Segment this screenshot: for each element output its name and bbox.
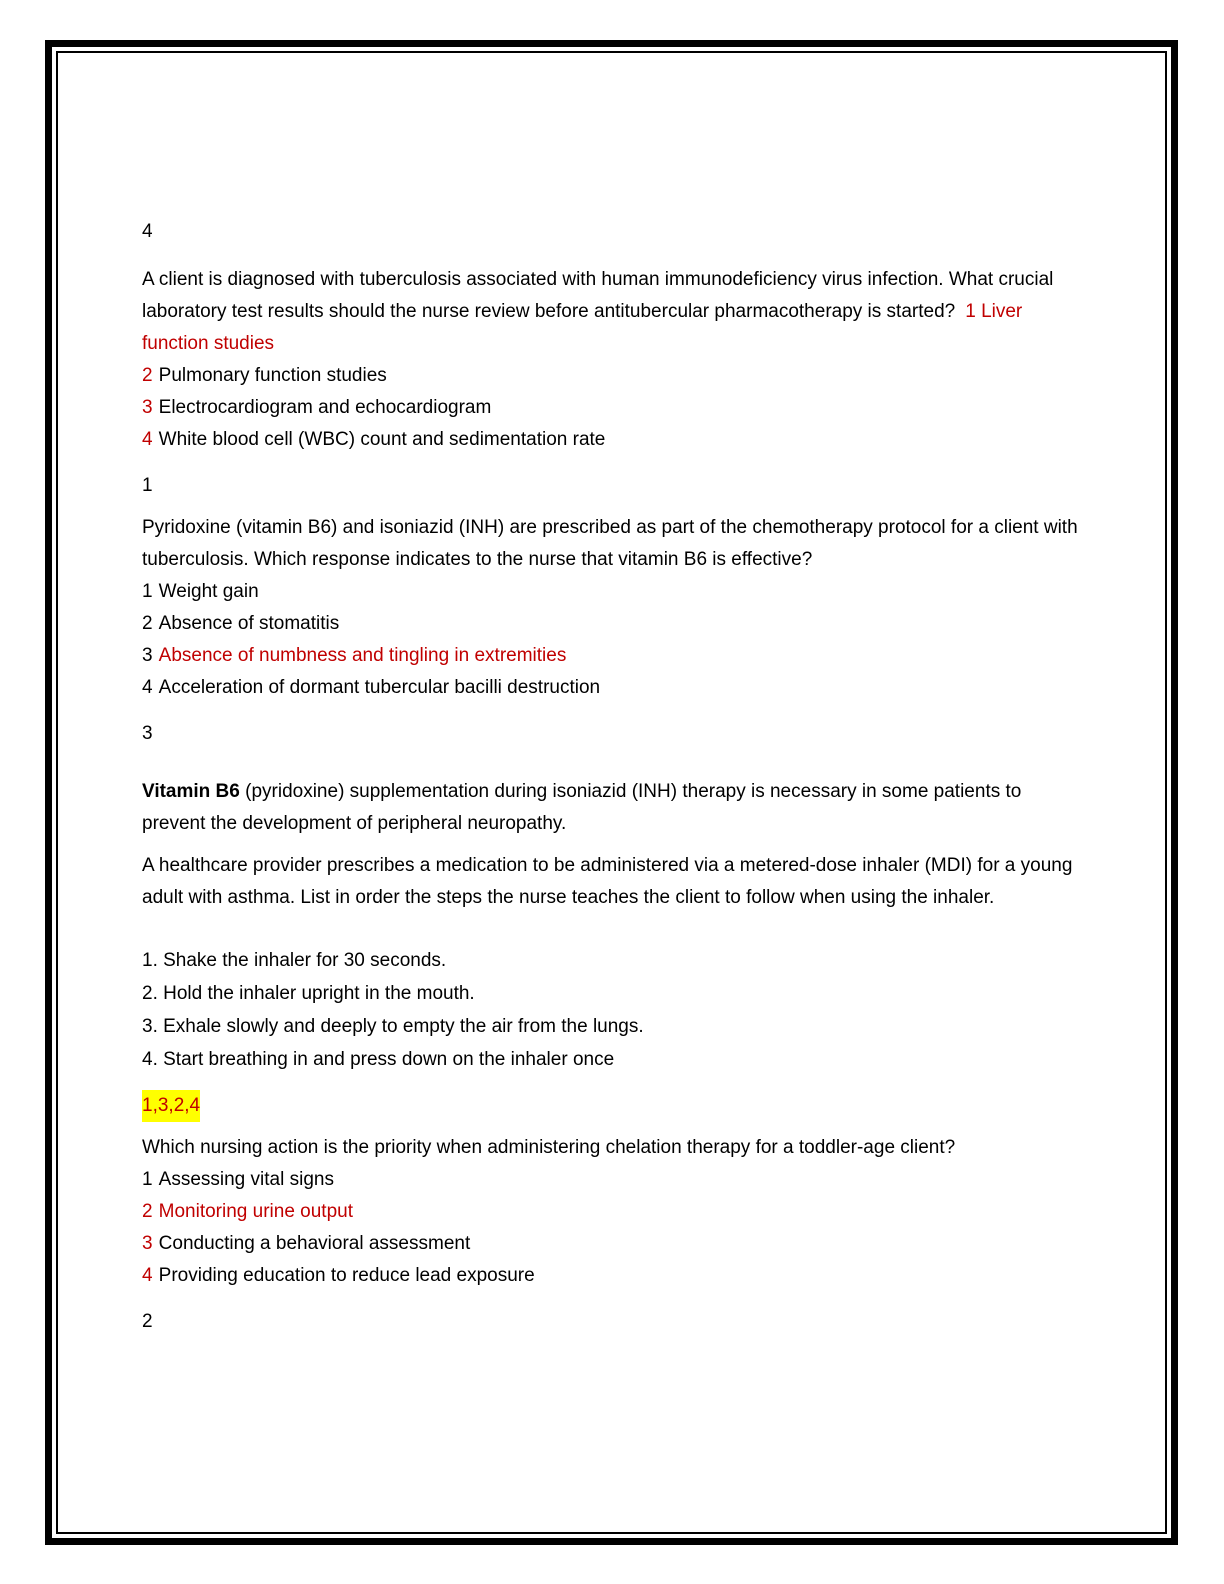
question-1-option-4 xyxy=(142,424,1082,456)
option-number: 2 xyxy=(142,1201,153,1222)
option-text: White blood cell (WBC) count and sedimentation rate xyxy=(158,429,606,450)
question-1-answer: 1 xyxy=(142,475,153,496)
step-4: 4. Start breathing in and press down on the inhaler once xyxy=(142,1049,615,1070)
question-4-answer: 2 xyxy=(142,1311,153,1332)
option-number: 4 xyxy=(142,677,153,698)
question-2-stem: Pyridoxine (vitamin B6) and isoniazid (INH) are prescribed as part of the chemotherapy protocol for a client with tuberculosis. Which response indicates to the nurse that vitamin B6 is effective? xyxy=(142,517,1078,570)
question-2-option-2 xyxy=(142,608,1082,640)
option-text: Absence of stomatitis xyxy=(158,613,340,634)
option-number: 3 xyxy=(142,397,153,418)
rationale-lead: Vitamin B6 xyxy=(142,781,240,802)
question-1-stem-text: A client is diagnosed with tuberculosis associated with human immunodeficiency virus infection. What crucial laboratory test results should the nurse review before antitubercular pharmacotherapy is started? xyxy=(142,269,1054,322)
option-text: Conducting a behavioral assessment xyxy=(158,1233,471,1254)
question-2-option-3 xyxy=(142,640,1082,672)
option-number: 1 xyxy=(142,1169,153,1190)
question-2-option-1 xyxy=(142,576,1082,608)
step-3: 3. Exhale slowly and deeply to empty the air from the lungs. xyxy=(142,1016,644,1037)
option-number: 2 xyxy=(142,613,153,634)
option-text: Assessing vital signs xyxy=(158,1169,334,1190)
option-number: 2 xyxy=(142,365,153,386)
option-text: Weight gain xyxy=(158,581,259,602)
step-2: 2. Hold the inhaler upright in the mouth. xyxy=(142,983,475,1004)
question-4-option-1 xyxy=(142,1164,1082,1196)
option-number: 3 xyxy=(142,645,153,666)
document-content xyxy=(142,216,1082,1338)
question-3-answer-highlight: 1,3,2,4 xyxy=(142,1090,200,1122)
step-1: 1. Shake the inhaler for 30 seconds. xyxy=(142,950,447,971)
question-3-answer-row xyxy=(142,1090,1082,1122)
question-2-rationale xyxy=(142,776,1082,840)
question-2-answer: 3 xyxy=(142,723,153,744)
option-text: Acceleration of dormant tubercular bacilli destruction xyxy=(158,677,601,698)
question-4 xyxy=(142,1132,1082,1292)
question-1 xyxy=(142,264,1082,456)
question-1-stem xyxy=(142,264,1082,360)
option-text: Monitoring urine output xyxy=(158,1201,353,1222)
option-number: 4 xyxy=(142,429,153,450)
question-3-stem: A healthcare provider prescribes a medication to be administered via a metered-dose inhaler (MDI) for a young adult with asthma. List in order the steps the nurse teaches the client to follow when using the inhaler. xyxy=(142,855,1073,908)
question-1-option-3 xyxy=(142,392,1082,424)
question-4-option-4 xyxy=(142,1260,1082,1292)
option-number: 1 xyxy=(142,581,153,602)
option-text: Absence of numbness and tingling in extremities xyxy=(158,645,567,666)
rationale-rest: (pyridoxine) supplementation during isoniazid (INH) therapy is necessary in some patients to prevent the development of peripheral neuropathy. xyxy=(142,781,1022,834)
question-1-inline-answer: 1 Liver function studies xyxy=(142,301,1023,354)
question-3-steps xyxy=(142,944,1082,1076)
option-number: 4 xyxy=(142,1265,153,1286)
question-4-option-3 xyxy=(142,1228,1082,1260)
question-1-option-2 xyxy=(142,360,1082,392)
option-text: Providing education to reduce lead exposure xyxy=(158,1265,535,1286)
option-text: Electrocardiogram and echocardiogram xyxy=(158,397,492,418)
question-4-option-2 xyxy=(142,1196,1082,1228)
question-2-option-4 xyxy=(142,672,1082,704)
option-number: 3 xyxy=(142,1233,153,1254)
question-4-stem: Which nursing action is the priority when administering chelation therapy for a toddler-age client? xyxy=(142,1137,956,1158)
option-text: Pulmonary function studies xyxy=(158,365,387,386)
previous-answer: 4 xyxy=(142,221,153,242)
question-2 xyxy=(142,512,1082,704)
